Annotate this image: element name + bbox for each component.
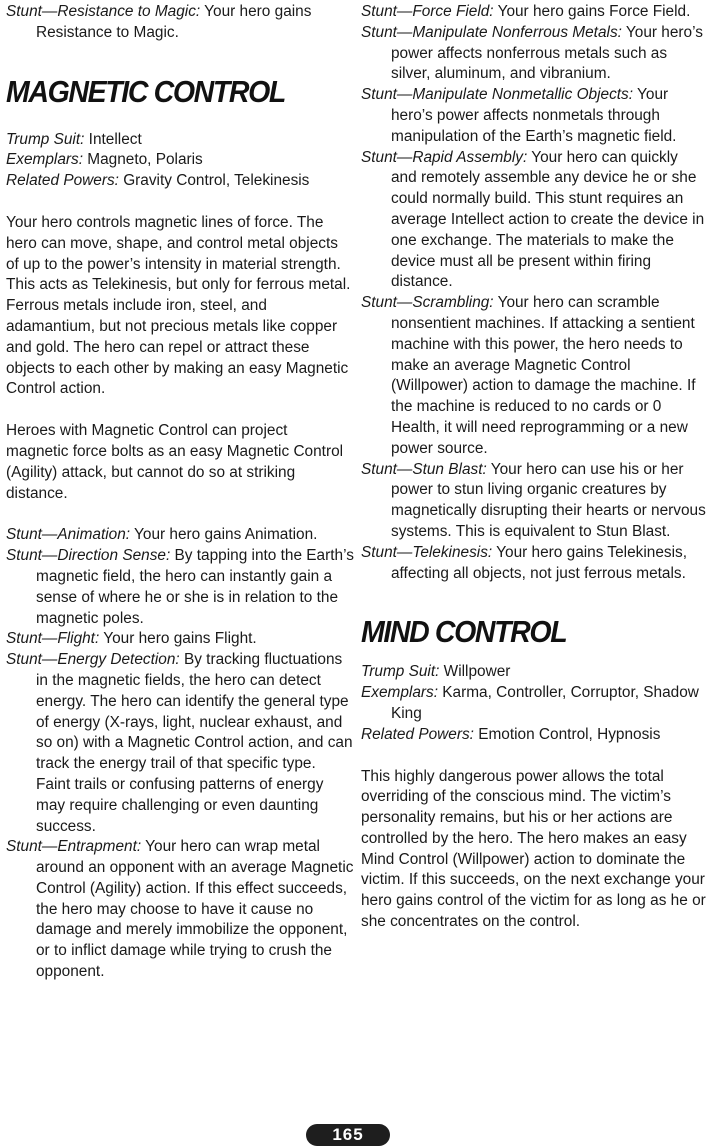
- stunt-entry: [6, 837, 354, 983]
- related-value: Emotion Control, Hypnosis: [473, 725, 661, 743]
- stunt-list: [6, 525, 354, 983]
- right-column: [361, 2, 707, 933]
- stunt-label: Stunt—Direction Sense:: [6, 547, 171, 565]
- stunt-entry: [6, 629, 354, 650]
- trump-label: Trump Suit:: [6, 130, 85, 148]
- stunt-entry: [361, 293, 707, 459]
- section-title-mind-control: MIND CONTROL: [361, 614, 567, 650]
- stunt-entry: [361, 148, 707, 294]
- related-powers: [361, 725, 707, 746]
- stunt-label: Stunt—Force Field:: [361, 3, 494, 20]
- stunt-resistance-to-magic: [6, 2, 354, 44]
- stunt-entry: [6, 525, 354, 546]
- stunt-text: By tracking fluctuations in the magnetic fields, the hero can detect energy. The hero can identify the general type of energy (X-rays, light, nuclear exhaust, and so on) with a Magnetic Control action, and can track the energy trail of that specific type. Faint trails or confusing patterns of energy may require challenging or even daunting success.: [36, 651, 353, 835]
- stunt-label: Stunt—Stun Blast:: [361, 460, 487, 478]
- exemplars-value: Karma, Controller, Corruptor, Shadow King: [391, 684, 699, 722]
- related-value: Gravity Control, Telekinesis: [118, 172, 310, 190]
- stunt-text: Your hero gains Resistance to Magic.: [36, 3, 312, 41]
- stunt-list: [361, 2, 707, 584]
- page-number: 165: [306, 1124, 390, 1146]
- exemplars-label: Exemplars:: [6, 151, 83, 169]
- stunt-text: Your hero can scramble nonsentient machines. If attacking a sentient machine with this power, the hero needs to make an average Magnetic Control (Willpower) action to damage the machine. If the machine is reduced to no cards or 0 Health, it will need reprogramming or a new power source.: [391, 294, 696, 457]
- exemplars-label: Exemplars:: [361, 684, 438, 702]
- related-label: Related Powers:: [361, 725, 474, 743]
- stunt-entry: [6, 650, 354, 837]
- stunt-text: Your hero gains Telekinesis, affecting all objects, not just ferrous metals.: [391, 543, 687, 582]
- stunt-text: Your hero gains Force Field.: [493, 3, 691, 20]
- stunt-label: Stunt—Scrambling:: [361, 294, 494, 312]
- trump-value: Intellect: [84, 130, 142, 148]
- stunt-label: Stunt—Manipulate Nonferrous Metals:: [361, 23, 622, 41]
- description-paragraph: Your hero controls magnetic lines of force. The hero can move, shape, and control metal objects of up to the power’s intensity in material strength. This acts as Telekinesis, but only for ferrous metal. Ferrous metals include iron, steel, and adamantium, but not precious metals like copper and gold. The hero can repel or attract these objects to each other by making an easy Magnetic Control action.: [6, 213, 351, 398]
- stunt-text: By tapping into the Earth’s magnetic field, the hero can instantly gain a sense of where he or she is in relation to the magnetic poles.: [36, 547, 354, 627]
- stunt-text: Your hero gains Flight.: [99, 630, 257, 648]
- stunt-label: Stunt—Flight:: [6, 630, 100, 648]
- section-title-magnetic-control: MAGNETIC CONTROL: [6, 73, 285, 109]
- stunt-entry: [6, 546, 354, 629]
- stunt-entry: [361, 23, 707, 85]
- stunt-label: Stunt—Rapid Assembly:: [361, 148, 528, 166]
- stunt-text: Your hero’s power affects nonmetals through manipulation of the Earth’s magnetic field.: [391, 86, 677, 145]
- related-label: Related Powers:: [6, 172, 119, 190]
- stunt-text: Your hero can use his or her power to stun living organic creatures by magnetically disrupting their hearts or nervous systems. This is equivalent to Stun Blast.: [391, 460, 706, 540]
- description-paragraph: This highly dangerous power allows the total overriding of the conscious mind. The victim’s personality remains, but his or her actions are controlled by the hero. The hero makes an easy Mind Control (Willpower) action to dominate the victim. If this succeeds, on the next exchange your hero gains control of the victim for as long as he or she concentrates on the control.: [361, 767, 706, 931]
- stunt-text: Your hero can wrap metal around an opponent with an average Magnetic Control (Agility) action. If this effect succeeds, the hero may choose to have it cause no damage and merely immobilize the opponent, or to inflict damage while trying to crush the opponent.: [36, 838, 354, 981]
- stunt-entry: [361, 543, 707, 585]
- left-column: [6, 2, 354, 983]
- stunt-label: Stunt—Energy Detection:: [6, 651, 180, 669]
- stunt-entry: [361, 85, 707, 147]
- trump-label: Trump Suit:: [361, 663, 440, 681]
- stunt-entry: [361, 2, 707, 23]
- stunt-text: Your hero can quickly and remotely assemble any device he or she could normally build. This stunt requires an average Intellect action to create the device in one exchange. The materials to make the device must all be present within firing distance.: [391, 148, 705, 291]
- stunt-text: Your hero’s power affects nonferrous metals such as silver, aluminum, and vibranium.: [391, 23, 703, 83]
- trump-suit: [361, 662, 707, 683]
- stunt-entry: [361, 460, 707, 543]
- stunt-label: Stunt—Telekinesis:: [361, 543, 493, 561]
- related-powers: [6, 171, 354, 192]
- description-paragraph: Heroes with Magnetic Control can project magnetic force bolts as an easy Magnetic Control (Agility) attack, but cannot do so at striking distance.: [6, 422, 344, 502]
- stunt-label: Stunt—Animation:: [6, 526, 131, 544]
- exemplars-value: Magneto, Polaris: [82, 151, 203, 169]
- trump-value: Willpower: [439, 663, 511, 681]
- stunt-label: Stunt—Resistance to Magic:: [6, 3, 201, 20]
- stunt-text: Your hero gains Animation.: [130, 526, 318, 544]
- trump-suit: [6, 130, 354, 151]
- exemplars: [361, 683, 707, 725]
- exemplars: [6, 150, 354, 171]
- stunt-label: Stunt—Manipulate Nonmetallic Objects:: [361, 86, 634, 104]
- stunt-label: Stunt—Entrapment:: [6, 838, 142, 856]
